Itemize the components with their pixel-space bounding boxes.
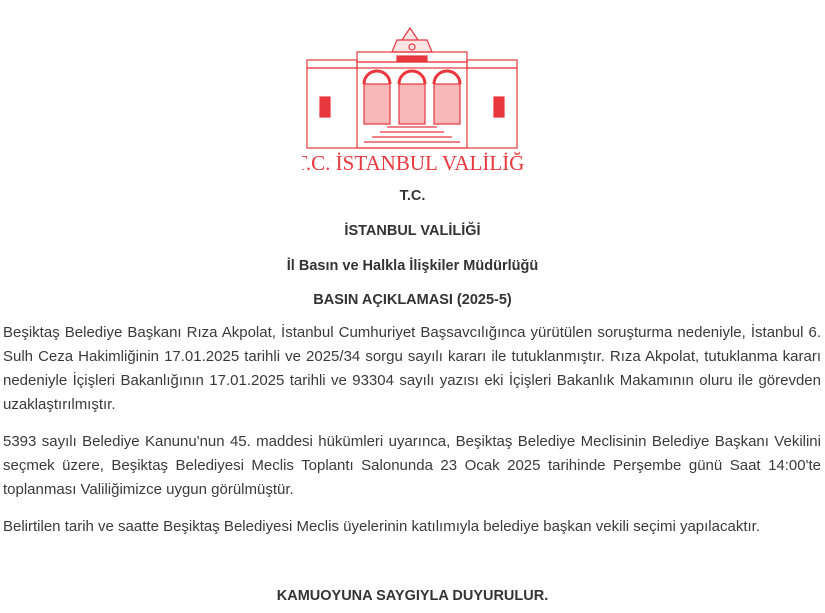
- press-release-title: BASIN AÇIKLAMASI (2025-5): [313, 292, 512, 308]
- header-valilik: İSTANBUL VALİLİĞİ: [344, 223, 481, 239]
- header-tc: T.C.: [399, 188, 426, 204]
- paragraph-3: Belirtilen tarih ve saatte Beşiktaş Belediyesi Meclis üyelerinin katılımıyla belediye başkan vekili seçimi yapılacaktır.: [3, 518, 760, 535]
- closing-statement: KAMUOYUNA SAYGIYLA DUYURULUR.: [276, 588, 549, 604]
- header-mudurluk: İl Basın ve Halkla İlişkiler Müdürlüğü: [286, 258, 539, 274]
- istanbul-valiligi-logo: [302, 22, 524, 177]
- paragraph-1: Beşiktaş Belediye Başkanı Rıza Akpolat, İstanbul Cumhuriyet Başsavcılığınca yürütülen soruşturma nedeniyle, İstanbul 6. Sulh Ceza Hakimliğinin 17.01.2025 tarihli ve 2025/34 sorgu sayılı kararı ile tutuklanmıştır. Rıza Akpolat, tutuklanma kararı nedeniyle İçişleri Bakanlığının 17.01.2025 tarihli ve 93304 sayılı yazısı eki İçişleri Bakanlık Makamının oluru ile görevden uzaklaştırılmıştır.: [3, 324, 821, 413]
- logo-text: T.C. İSTANBUL VALİLİĞİ: [302, 151, 524, 175]
- paragraph-2: 5393 sayılı Belediye Kanunu'nun 45. maddesi hükümleri uyarınca, Beşiktaş Belediye Meclisinin Belediye Başkanı Vekilini seçmek üzere, Beşiktaş Belediyesi Meclis Toplantı Salonunda 23 Ocak 2025 tarihinde Perşembe günü Saat 14:00'te toplanması Valiliğimizce uygun görülmüştür.: [3, 433, 821, 498]
